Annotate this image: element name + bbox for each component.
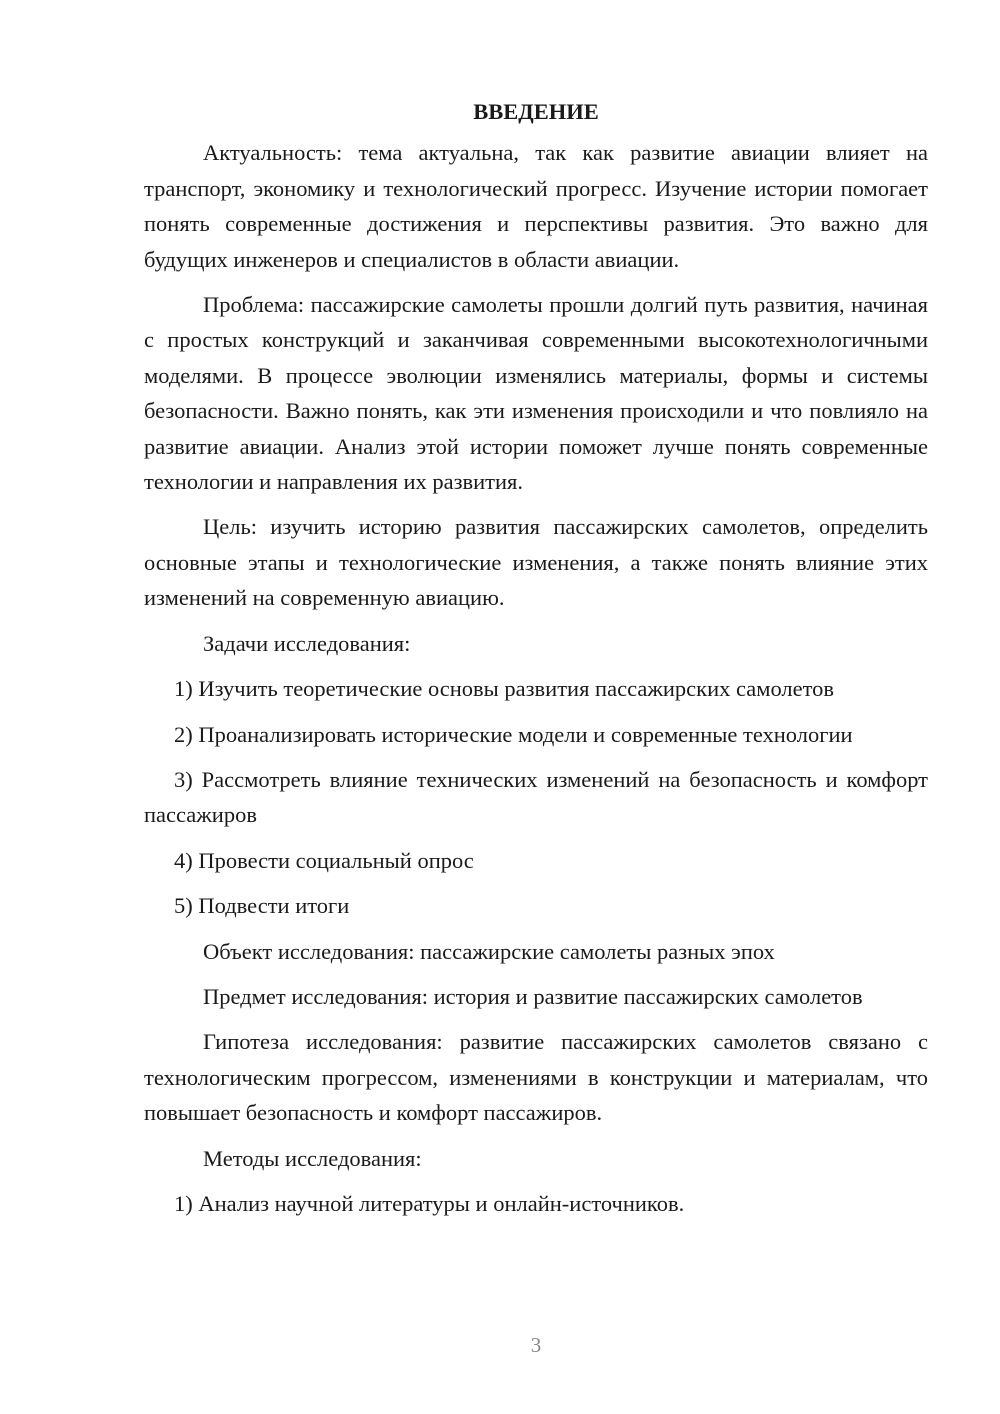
page-number: 3 bbox=[530, 1333, 542, 1357]
paragraph-goal: Цель: изучить историю развития пассажирских самолетов, определить основные этапы и технологические изменения, а также понять влияние этих изменений на современную авиацию. bbox=[144, 514, 928, 611]
paragraph-relevance: Актуальность: тема актуальна, так как развитие авиации влияет на транспорт, экономику и технологический прогресс. Изучение истории помогает понять современные достижения и перспективы развития. Это важно для будущих инженеров и специалистов в области авиации. bbox=[144, 140, 928, 272]
list-item-task-3: 3) Рассмотреть влияние технических изменений на безопасность и комфорт пассажиров bbox=[144, 766, 928, 828]
paragraph-problem: Проблема: пассажирские самолеты прошли долгий путь развития, начиная с простых конструкций и заканчивая современными высокотехнологичными моделями. В процессе эволюции изменялись материалы, формы и системы безопасности. Важно понять, как эти изменения происходили и что повлияло на развитие авиации. Анализ этой истории поможет лучше понять современные технологии и направления их развития. bbox=[144, 292, 928, 495]
list-item-task-4: 4) Провести социальный опрос bbox=[174, 847, 474, 873]
list-item-task-2: 2) Проанализировать исторические модели и современные технологии bbox=[174, 721, 853, 747]
list-item-task-5: 5) Подвести итоги bbox=[174, 893, 350, 919]
paragraph-subject: Предмет исследования: история и развитие пассажирских самолетов bbox=[203, 983, 863, 1009]
page-content bbox=[144, 94, 928, 1231]
paragraph-object: Объект исследования: пассажирские самолеты разных эпох bbox=[203, 938, 775, 964]
paragraph-hypothesis: Гипотеза исследования: развитие пассажирских самолетов связано с технологическим прогрессом, изменениями в конструкции и материалам, что повышает безопасность и комфорт пассажиров. bbox=[144, 1029, 928, 1126]
list-item-method-1: 1) Анализ научной литературы и онлайн-источников. bbox=[174, 1190, 685, 1216]
paragraph-tasks-heading: Задачи исследования: bbox=[203, 630, 411, 656]
section-title: ВВЕДЕНИЕ bbox=[473, 99, 599, 124]
paragraph-methods-heading: Методы исследования: bbox=[203, 1145, 422, 1171]
list-item-task-1: 1) Изучить теоретические основы развития пассажирских самолетов bbox=[174, 676, 835, 702]
